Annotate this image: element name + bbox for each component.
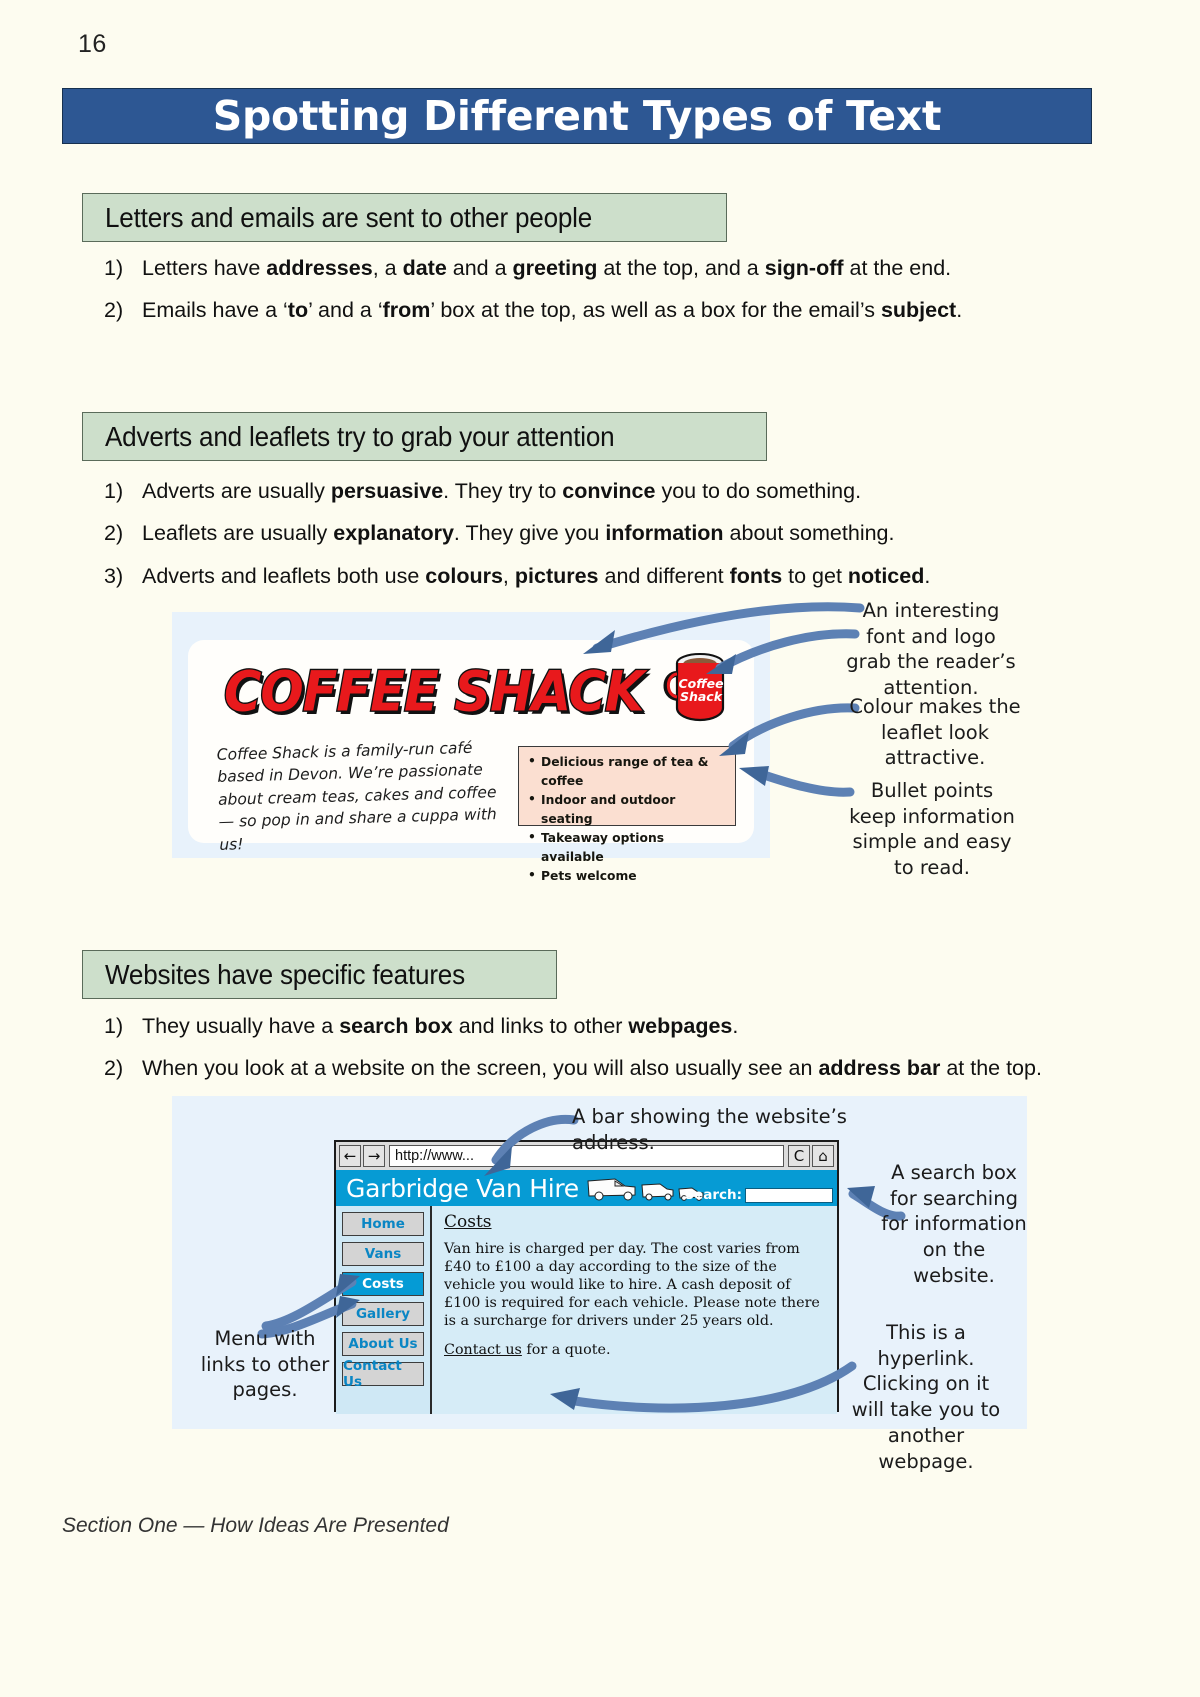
section-heading-websites	[82, 950, 557, 999]
page-footer: Section One — How Ideas Are Presented	[62, 1514, 449, 1537]
list-number: 2)	[104, 521, 124, 545]
content-link-row	[444, 1342, 827, 1358]
section-heading-label: Adverts and leaflets try to grab your attention	[105, 420, 615, 452]
site-title: Garbridge Van Hire	[346, 1173, 579, 1203]
arrow-right-icon[interactable]: →	[363, 1145, 385, 1167]
list-item	[104, 1013, 738, 1041]
list-text: They usually have a search box and links to other webpages.	[142, 1014, 739, 1038]
leaflet-body-text: Coffee Shack is a family-run café based in Devon. We’re passionate about cream teas, cakes and coffee — so pop in and share a cuppa with us!	[216, 738, 497, 854]
site-search[interactable]	[684, 1187, 833, 1203]
page-title-banner	[62, 88, 1092, 144]
list-text: When you look at a website on the screen, you will also usually see an address bar at the top.	[142, 1056, 1042, 1080]
list-number: 1)	[104, 256, 124, 280]
refresh-icon[interactable]: C	[788, 1145, 810, 1167]
home-icon[interactable]: ⌂	[812, 1145, 834, 1167]
list-item	[104, 563, 930, 591]
annotation-arrow-bullets	[735, 760, 855, 800]
search-label: Search:	[684, 1187, 742, 1203]
list-item: • Pets welcome	[527, 867, 727, 886]
nav-item-costs[interactable]: Costs	[342, 1272, 424, 1296]
list-text: Adverts and leaflets both use colours, pictures and different fonts to get noticed.	[142, 564, 931, 588]
nav-item-home[interactable]: Home	[342, 1212, 424, 1236]
list-number: 1)	[104, 1014, 124, 1038]
svg-text:Coffee: Coffee	[678, 676, 724, 691]
annotation-arrow-address-bar	[478, 1110, 578, 1182]
annotation-font-logo: An interesting font and logo grab the reader’s attention.	[846, 599, 1016, 700]
nav-item-gallery[interactable]: Gallery	[342, 1302, 424, 1326]
list-item: • Indoor and outdoor seating	[527, 791, 727, 829]
list-number: 3)	[104, 564, 124, 588]
list-text: Adverts are usually persuasive. They try to convince you to do something.	[142, 479, 862, 503]
coffee-shack-logo-text: COFFEE SHACK	[224, 660, 644, 724]
annotation-arrow-hyperlink	[540, 1358, 860, 1420]
list-text: Leaflets are usually explanatory. They give you information about something.	[142, 521, 895, 545]
section-heading-label: Websites have specific features	[105, 958, 465, 990]
section-heading-adverts-leaflets	[82, 412, 767, 461]
annotation-arrow-colour	[715, 700, 860, 765]
annotation-search-box: A search box for searching for information on the website.	[881, 1161, 1027, 1287]
arrow-left-icon[interactable]: ←	[339, 1145, 361, 1167]
annotation-arrow-logo-grab	[700, 628, 860, 680]
content-heading: Costs	[444, 1212, 492, 1232]
address-bar-input[interactable]: http://www...	[389, 1145, 784, 1167]
site-header	[336, 1170, 837, 1206]
list-item	[104, 478, 861, 506]
annotation-bullets: Bullet points keep information simple and easy to read.	[849, 779, 1015, 880]
nav-item-about-us[interactable]: About Us	[342, 1332, 424, 1356]
annotation-hyperlink: This is a hyperlink. Clicking on it will take you to another webpage.	[851, 1321, 1001, 1473]
annotation-address-bar: A bar showing the website’s address.	[572, 1105, 847, 1154]
nav-item-contact-us[interactable]: Contact Us	[342, 1362, 424, 1386]
list-text: Letters have addresses, a date and a greeting at the top, and a sign-off at the end.	[142, 256, 952, 280]
nav-item-vans[interactable]: Vans	[342, 1242, 424, 1266]
leaflet-card	[188, 640, 754, 884]
list-item	[104, 520, 894, 548]
annotation-colour: Colour makes the leaflet look attractive.	[849, 695, 1021, 770]
content-paragraph: Van hire is charged per day. The cost varies from £40 to £100 a day according to the size of the vehicle you would like to hire. A cash deposit of £100 is required for each vehicle. Please note there is a surcharge for drivers under 25 years old.	[444, 1241, 820, 1329]
list-number: 2)	[104, 1056, 124, 1080]
leaflet-bullet-box	[518, 746, 736, 884]
page-number: 16	[78, 30, 107, 58]
list-item	[104, 255, 951, 283]
list-number: 2)	[104, 298, 124, 322]
list-item	[104, 1055, 1042, 1083]
section-heading-label: Letters and emails are sent to other people	[105, 201, 593, 233]
svg-text:Shack: Shack	[679, 689, 723, 704]
list-item: • Takeaway options available	[527, 829, 727, 867]
list-text: Emails have a ‘to’ and a ‘from’ box at the top, as well as a box for the email’s subject.	[142, 298, 963, 322]
search-input[interactable]	[745, 1188, 833, 1203]
list-number: 1)	[104, 479, 124, 503]
section-heading-letters-emails	[82, 193, 727, 242]
list-item: • Delicious range of tea & coffee	[527, 753, 727, 791]
page-title: Spotting Different Types of Text	[212, 92, 942, 140]
list-item	[104, 297, 962, 325]
annotation-menu: Menu with links to other pages.	[200, 1327, 330, 1402]
content-link-tail: for a quote.	[521, 1342, 611, 1358]
contact-us-link[interactable]: Contact us	[444, 1342, 522, 1358]
